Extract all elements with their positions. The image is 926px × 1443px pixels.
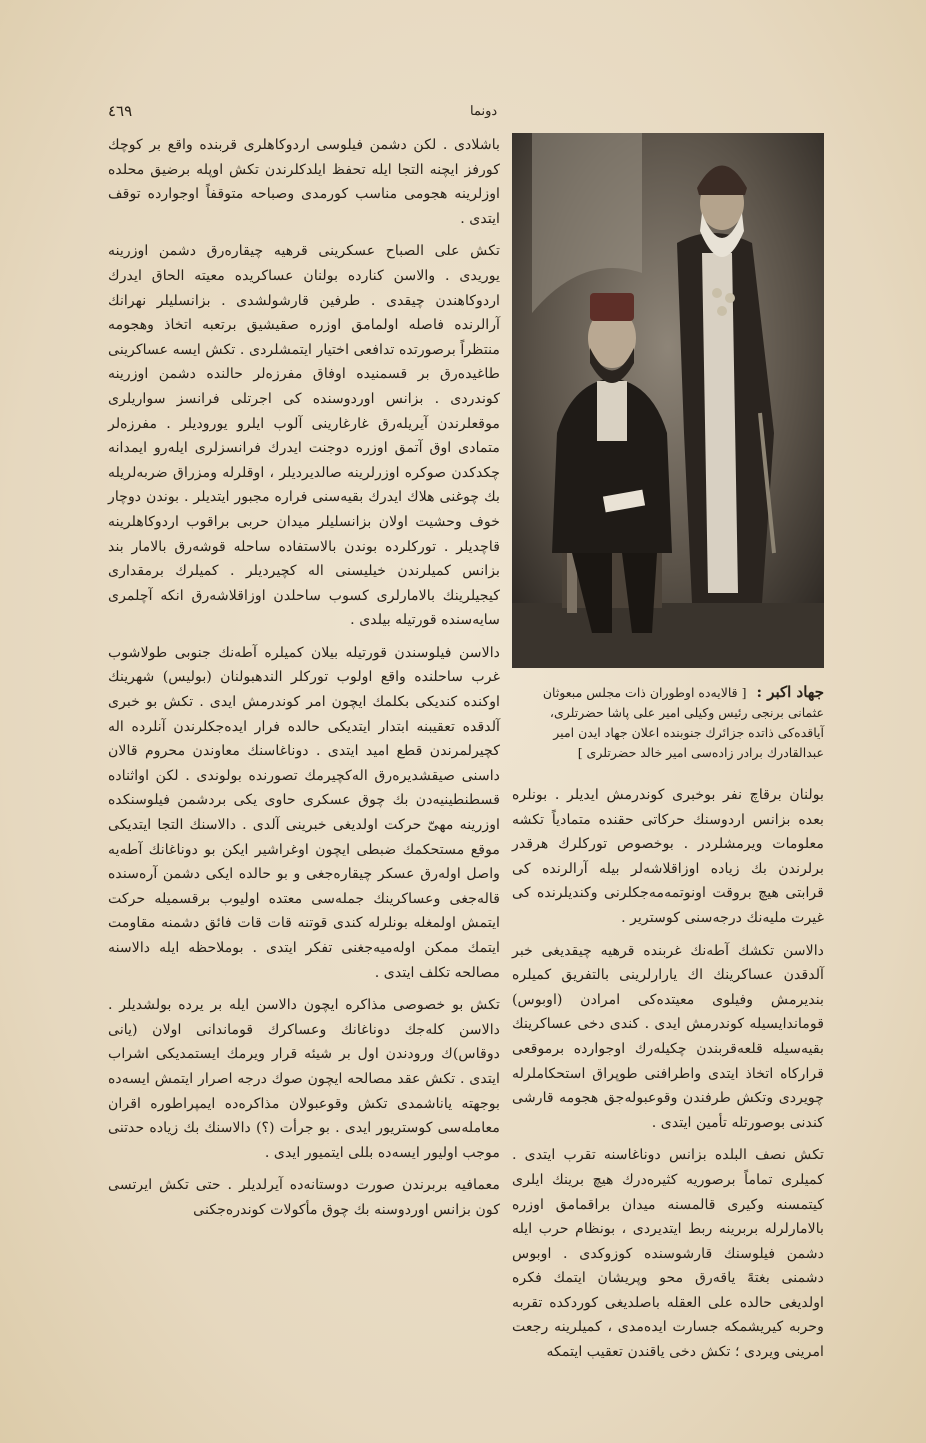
paragraph: تکش بو خصوصی مذاکره ایچون دالاسن ایله بر یرده بولشدیلر . دالاسن کلەجك دوناغانك وعساکرك قوماندانی اولان (یانی دوقاس)ك ورودندن اول بر شیئه قرار ویرمك ایستمدیکی اشراب ایتدی . تکش عقد مصالحه ایچون صوك درجه اصرار ایتمش ایسەده بوجهته یاناشمدی تکش وقوعبولان مذاکرەده ایمپراطوره اقران معاملەسی کوستریور ایدی . بو جرأت (؟) دالاسنك بك زیاده حدتنی موجب اولیور ایسەده بللی ایتمیور ایدی .: [108, 997, 500, 1161]
paragraph: دالاسن تکشك آطەنك غربنده قرهیه چیقدیغی خبر آلدقدن عساکرینك اك یارارلرینی بالتفریق کمیلره بندیرمش وفیلوی معیتدەکی امرادن (اوبوس) قوماندایسیله کوندرمش ایدی . کندی دخی عساکرینك بقیەسیله قلعەقربندن چکیلەرك اوجوارده برموقعی قرارکاه اتخاذ ایتدی واطرافنی طوپراق استحکاملرله چویردی وتکش طرفندن وقوعبولەجق هجومه قارشی کندنی بوصورتله تأمین ایتدی .: [512, 942, 824, 1131]
paragraph: تکش علی الصباح عسکرینی قرهیه چیقارەرق دشمن اوزرینه یوریدی . والاسن کنارده بولنان عساکریده معیته الحاق ایدرك اردوکاهندن چیقدی . طرفین قارشولشدی . بزانسلیلر نهرانك آرالرنده فاصله اولمامق اوزره صقیشیق برتعبه اتخاذ وهجومه منتظراً برصورتده تدافعی اختیار ایتمشلردی . تکش ایسه عساکرینی طاغیدەرق بر قسمنیده اوفاق مفرزەلر حالنده دشمن اوزرینه کوندردی . بزانس اوردوسنده کی اجرتلی فرانسز سواریلری موقعلرندن آیریلەرق غارغارینی آلوب ایلرو یورودیلر . مفرزەلر متمادی اوق آتمق اوزره دوجنت ایدرك فرانسزلری ایلەرو ایمدانه چکدکدن صوکره اوزرلرینه صالدیردیلر ، اوقلرله ومزراق ضربەلریله بك چوغنی هلاك ایدرك بقیەسنی فراره مجبور ایتدیلر . بوندن دوچار خوف وحشیت اولان بزانسلیلر میدان حربی براقوب اردوکاهلرینه قاچدیلر . تورکلرده بوندن بالاستفاده ساحله قوشەرق بالامار بند بزانس کمیلرندن خیلیسنی اله کچیردیلر . کمیلرك برمقداری کیجیلرینك بالامارلری کسوب ساحلدن اوزاقلاشەرق انکه آچلمری سایەسنده قورتیله بیلدی .: [108, 243, 500, 629]
paragraph: باشلادی . لکن دشمن فیلوسی اردوکاهلری قربنده واقع بر کوچك کورفز ایچنه التجا ایله تحفظ ایلدکلرندن تکش اوپله برضیق محلده اوزلرینه هجومی مناسب کورمدی وصباحه متوقفاً اوجوارده توقف ایتدی .: [108, 137, 500, 227]
photo-caption: [512, 682, 824, 763]
portrait-photograph: [512, 133, 824, 668]
paragraph: دالاسن فیلوسندن قورتیله بیلان کمیلره آطەنك جنوبی طولاشوب غرب ساحلنده واقع اولوب تورکلر الندهبولنان (بولیس) شهرینك اوکنده کندیکی بکلمك ایچون امر کوندرمش ایدی . تکش بو خبری آلدقده تعقیبنه ابتدار ایتدیکی حالده فرار ایدەجکلرندن آنلرده اله کچیرلمرندن قطع امید ایتدی . دوناغاسنك معاوندن محروم قالان داسنی صیقشدیرەرق الەکچیرمك تصورنده بولوندی . لکن اواثناده قسطنطینیەدن بك چوق عسکری حاوی یکی بردشمن فیلوسنکده اوزرینه مهیّ حرکت اولدیغی خبرینی آلدی . دالاسنك التجا ایتدیکی موقع مستحکمك ضبطی ایچون اوغراشیر ایکن بو دوناغانك آطەیه واصل اولەرق عسکر چیقارەجغی و بو حالده ایکی دشمن آرەسنده قالەجغی وعساکرینك جملەسی معتدە اولیوب برقسمیله حرکت ایتمش اولمغله بونلرله کندی قوتنه قات قات فائق دشمنه مقاومت ایتمك ممکن اولەمیەجغنی تفکر ایتدی . بوملاحظه ایله دالاسنه مصالحه تکلف ایتدی .: [108, 644, 500, 981]
text-column-left: [512, 783, 824, 1361]
text-column-right: [108, 133, 500, 1358]
running-title: دونما: [470, 104, 498, 119]
portrait-illustration: [512, 133, 824, 668]
caption-text: [ قالایەده اوطوران ذات مجلس مبعوثان عثمانی برنجی رئیس وکیلی امیر علی پاشا حضرتلری، آیاقدەکی ذاتده جزائرك جنوبنده اعلان جهاد ایدن امیر عبدالقادرك برادر زادەسی امیر خالد حضرتلری ]: [542, 685, 824, 760]
caption-lead: جهاد اکبر :: [756, 683, 824, 701]
paragraph: بولنان برقاچ نفر بوخبری کوندرمش ایدیلر . بونلره بعده بزانس اردوسنك حرکاتی حقنده متمادیاً تکشه معلومات ویرمشلردر . بوخصوص تورکلرك هرقدر برلرندن بك زیاده اوزاقلاشەلر بیله آرالرنده کی قرابتی هیچ بروقت اونوتمەمەجکلرنی وکندیلرنده کی غیرت ملیەنك درجەسنی کوستریر .: [512, 787, 824, 926]
paragraph: تکش نصف البلده بزانس دوناغاسنه تقرب ایتدی . کمیلری تماماً برصوریه کثیرەدرك هیچ برینك ایلری کیتمسنه وکیری قالمسنه میدان براقمامق اوزره بالامارلرله بربرینه ربط ایتدیردی ، بونظام حرب ایله دشمن فیلوسنك قارشوسنده کوزوکدی . اوبوس دشمنی بغتهً یاقەرق محو وپریشان ایتمك فکره اولدیغی حالده علی العقله باصلدیغی کوردکده تقربه وحربه کیریشمکه جسارت ایدەمدی ، کمیلرینه رجعت امرینی ویردی ؛ تکش دخی یاقندن تعقیب ایتمکه: [512, 1147, 824, 1361]
page-number: ٤٦٩: [108, 102, 133, 120]
paragraph: معمافیه بربرندن صورت دوستانەده آیرلدیلر . حتی تکش ایرتسی کون بزانس اوردوسنه بك چوق مأکولات کوندرەجکنی: [108, 1177, 500, 1218]
